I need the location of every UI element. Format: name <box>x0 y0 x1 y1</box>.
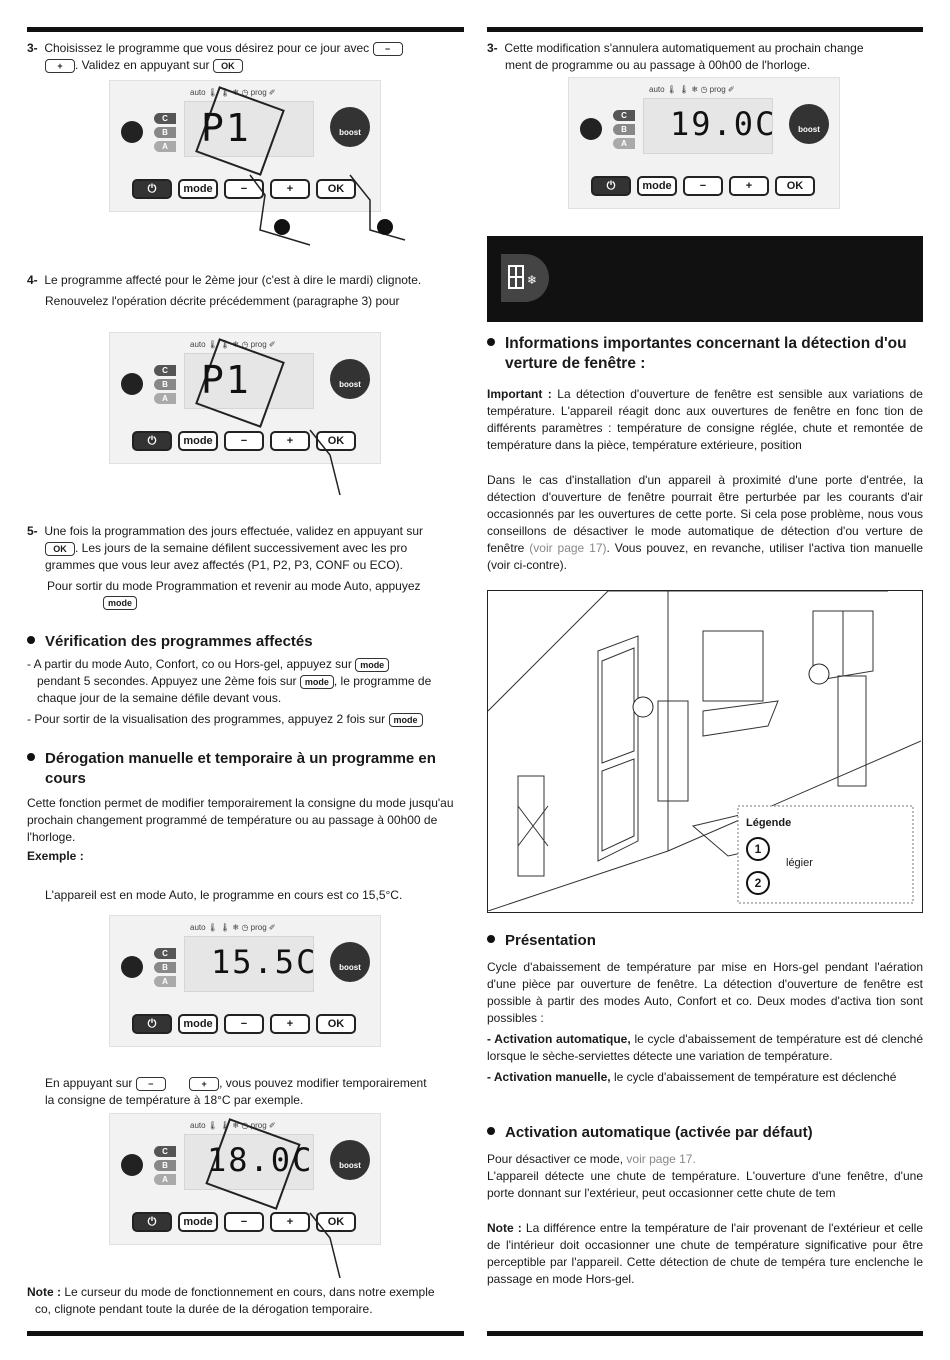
mode-key-icon: mode <box>103 596 137 610</box>
label-a: A <box>154 1174 176 1185</box>
verif-text-e: Pour sortir de la visualisation des programmes, appuyez 2 fois sur <box>34 712 386 726</box>
lcd-screen <box>643 98 777 154</box>
hand-pointer-icon <box>220 170 410 250</box>
bathroom-drawing <box>488 591 921 911</box>
ok-button[interactable]: OK <box>316 1212 356 1232</box>
bottom-rule-left <box>27 1331 464 1336</box>
mode-key-icon: mode <box>355 658 389 672</box>
ok-key-icon: OK <box>213 59 243 73</box>
verif-text-d: chaque jour de la semaine défile devant vous. <box>37 691 282 705</box>
step-text: Cette modification s'annulera automatiquement au prochain change <box>504 41 864 55</box>
note-label: Note : <box>27 1285 61 1299</box>
step-text-2: ment de programme ou au passage à 00h00 de l'horloge. <box>505 58 811 72</box>
step-3-left <box>27 40 464 74</box>
mode-icons-row: auto 🌡 🌡 ❄ ◷ prog ✐ <box>649 85 735 94</box>
presentation-section <box>487 931 923 1086</box>
bullet-icon <box>27 636 35 644</box>
lcd-value: 15.5C <box>211 943 318 981</box>
lcd-screen <box>184 353 314 409</box>
plus-button[interactable]: + <box>270 1212 310 1232</box>
legend-2-icon: 2 <box>746 871 770 895</box>
bullet-icon <box>487 935 495 943</box>
page-link[interactable]: voir page 17. <box>626 1152 696 1166</box>
mode-button[interactable]: mode <box>178 431 218 451</box>
ok-button[interactable]: OK <box>775 176 815 196</box>
selector-dot <box>580 118 602 140</box>
selector-dot <box>121 1154 143 1176</box>
power-icon[interactable]: ⏻ <box>132 431 172 451</box>
auto-label: - Activation automatique, <box>487 1032 631 1046</box>
mode-key-icon: mode <box>389 713 423 727</box>
window-snow-icon <box>501 254 549 302</box>
step-number: 5- <box>27 524 38 538</box>
note-text-1: Le curseur du mode de fonctionnement en cours, dans notre exemple <box>64 1285 435 1299</box>
lcd-value: 18.0C <box>207 1141 314 1179</box>
plus-button[interactable]: + <box>270 1014 310 1034</box>
label-b: B <box>613 124 635 135</box>
legend-1-text: légier <box>786 857 813 869</box>
step-text: Une fois la programmation des jours effectuée, validez en appuyant sur <box>44 524 424 538</box>
lcd-value: P1 <box>201 358 251 402</box>
section-title: Dérogation manuelle et temporaire à un programme en <box>45 750 436 767</box>
ok-key-icon: OK <box>45 542 75 556</box>
svg-text:❄: ❄ <box>527 273 538 287</box>
mode-button[interactable]: mode <box>637 176 677 196</box>
ok-button[interactable]: OK <box>316 179 356 199</box>
label-a: A <box>154 141 176 152</box>
lcd-screen <box>184 1134 314 1190</box>
bullet-icon <box>487 338 495 346</box>
mode-icons-row: auto 🌡 🌡 ❄ ◷ prog ✐ <box>190 340 276 349</box>
label-c: C <box>154 113 176 124</box>
label-a: A <box>154 393 176 404</box>
note-label: Note : <box>487 1221 522 1235</box>
step-text-2: . Les jours de la semaine défilent successivement avec les pro <box>75 541 408 555</box>
label-a: A <box>613 138 635 149</box>
auto-text: le cycle d'abaissement de température est dé clenché lorsque le sèche-serviettes détecte une variation de température. <box>487 1032 923 1063</box>
label-c: C <box>154 1146 176 1157</box>
lcd-value: 19.0C <box>670 105 777 143</box>
ok-button[interactable]: OK <box>316 1014 356 1034</box>
section-title-2: verture de fenêtre : <box>505 355 646 372</box>
press-text-c: la consigne de température à 18°C par exemple. <box>45 1093 304 1107</box>
selector-dot <box>121 121 143 143</box>
power-icon[interactable]: ⏻ <box>591 176 631 196</box>
thermostat-panel-3 <box>109 915 381 1047</box>
power-icon[interactable]: ⏻ <box>132 179 172 199</box>
page-link[interactable]: (voir page 17) <box>529 541 607 555</box>
activation-paragraph: L'appareil détecte une chute de température. L'ouverture d'une fenêtre, d'une porte donnant sur l'extérieur, peut occasionner cette chute de tem <box>487 1169 923 1200</box>
minus-key-icon: − <box>136 1077 166 1091</box>
label-c: C <box>154 365 176 376</box>
activation-section <box>487 1123 923 1288</box>
plus-key-icon: + <box>45 59 75 73</box>
mode-icons-row: auto 🌡 🌡 ❄ ◷ prog ✐ <box>190 1121 276 1130</box>
minus-button[interactable]: − <box>683 176 723 196</box>
thermostat-panel-5 <box>568 77 840 209</box>
minus-button[interactable]: − <box>224 1212 264 1232</box>
verif-text-a: A partir du mode Auto, Confort, co ou Hors-gel, appuyez sur <box>33 657 352 671</box>
note-text-2: co, clignote pendant toute la durée de la dérogation temporaire. <box>35 1302 373 1316</box>
plus-button[interactable]: + <box>270 179 310 199</box>
step-text-b: . Validez en appuyant sur <box>75 58 210 72</box>
section-title: Informations importantes concernant la détection d'ou <box>505 335 907 352</box>
note-left <box>27 1284 464 1318</box>
mode-button[interactable]: mode <box>178 1212 218 1232</box>
hand-pointer-icon <box>290 1208 370 1280</box>
boost-button[interactable]: boost <box>330 942 370 982</box>
mode-button[interactable]: mode <box>178 1014 218 1034</box>
step-4-left <box>27 272 464 310</box>
verification-section: Vérification des programmes affectés - A partir du mode Auto, Confort, co ou Hors-gel, appuyez sur mode pendant 5 secondes. Appuyez une 2ème fois sur mode , le programme de chaque jour de la semaine défile devant vous. - Pour sortir de la visualisation des programmes, appuyez 2 fois sur mode <box>27 632 464 728</box>
top-rule-right <box>487 27 923 32</box>
lcd-value: P1 <box>201 106 251 150</box>
label-c: C <box>613 110 635 121</box>
window-detection-banner <box>487 236 923 322</box>
step-number: 3- <box>487 41 498 55</box>
info-paragraph-end: . Vous pouvez, en revanche, utiliser l'activa tion manuelle (voir ci-contre). <box>487 541 923 572</box>
minus-button[interactable]: − <box>224 431 264 451</box>
derogation-section <box>27 749 464 904</box>
mode-key-icon: mode <box>300 675 334 689</box>
mode-button[interactable]: mode <box>178 179 218 199</box>
step-text-4: Pour sortir du mode Programmation et revenir au mode Auto, appuyez <box>47 579 421 593</box>
boost-button[interactable]: boost <box>330 1140 370 1180</box>
bullet-icon <box>27 753 35 761</box>
minus-button[interactable]: − <box>224 179 264 199</box>
bathroom-illustration <box>487 590 923 913</box>
label-b: B <box>154 1160 176 1171</box>
lcd-screen <box>184 101 314 157</box>
derog-paragraph: Cette fonction permet de modifier temporairement la consigne du mode jusqu'au prochain changement programmé de température ou au passage à 00h00 de l'horloge. <box>27 796 454 844</box>
example-text: L'appareil est en mode Auto, le programme en cours est co 15,5°C. <box>45 888 403 902</box>
hand-pointer-icon <box>290 425 370 500</box>
activation-text: Pour désactiver ce mode, <box>487 1152 624 1166</box>
lcd-screen <box>184 936 318 992</box>
selector-dot <box>121 373 143 395</box>
plus-button[interactable]: + <box>729 176 769 196</box>
boost-button[interactable]: boost <box>330 359 370 399</box>
boost-button[interactable]: boost <box>330 107 370 147</box>
step-5-left <box>27 523 464 610</box>
label-b: B <box>154 379 176 390</box>
label-a: A <box>154 976 176 987</box>
plus-key-icon: + <box>189 1077 219 1091</box>
legend-title: Légende <box>746 817 792 829</box>
step-3-right <box>487 40 923 74</box>
label-c: C <box>154 948 176 959</box>
press-text-a: En appuyant sur <box>45 1076 133 1090</box>
legend-1-icon: 1 <box>746 837 770 861</box>
power-icon[interactable]: ⏻ <box>132 1014 172 1034</box>
plus-button[interactable]: + <box>270 431 310 451</box>
label-b: B <box>154 962 176 973</box>
step-text-2: Renouvelez l'opération décrite précédemment (paragraphe 3) pour <box>45 294 400 308</box>
mode-icons-row: auto 🌡 🌡 ❄ ◷ prog ✐ <box>190 88 276 97</box>
important-text: La détection d'ouverture de fenêtre est sensible aux variations de température. L'appareil réagit donc aux ouvertures de fenêtre en fonc tion de différents paramètres : température de consigne réglée, chute et remontée de température dans la pièce, température extérieure, position <box>487 387 923 452</box>
verif-text-c: , le programme de <box>333 674 432 688</box>
section-title: Vérification des programmes affectés <box>45 633 313 650</box>
section-title: Activation automatique (activée par défaut) <box>505 1124 813 1141</box>
boost-button[interactable]: boost <box>789 104 829 144</box>
step-number: 3- <box>27 41 38 55</box>
selector-dot <box>121 956 143 978</box>
minus-key-icon: − <box>373 42 403 56</box>
step-text-3: grammes que vous leur avez affectés (P1, P2, P3, CONF ou ECO). <box>45 558 403 572</box>
section-title: Présentation <box>505 932 596 949</box>
note-text: La différence entre la température de l'air provenant de l'extérieur et celle de l'intérieur doit occasionner une chute de température significative pour être perceptible par l'appareil. Cette détection de chute de tempéra ture enclenche le passage en mode Hors-gel. <box>487 1221 923 1286</box>
minus-button[interactable]: − <box>224 1014 264 1034</box>
example-label: Exemple : <box>27 849 84 863</box>
important-label: Important : <box>487 387 552 401</box>
step-text: Choisissez le programme que vous désirez pour ce jour avec <box>44 41 370 55</box>
verif-text-b: pendant 5 secondes. Appuyez une 2ème fois sur <box>37 674 297 688</box>
press-text <box>45 1075 464 1109</box>
label-b: B <box>154 127 176 138</box>
mode-icons-row: auto 🌡 🌡 ❄ ◷ prog ✐ <box>190 923 276 932</box>
press-text-b: , vous pouvez modifier temporairement <box>219 1076 427 1090</box>
info-section <box>487 334 923 574</box>
power-icon[interactable]: ⏻ <box>132 1212 172 1232</box>
section-title-2: cours <box>45 770 86 787</box>
bullet-icon <box>487 1127 495 1135</box>
ok-button[interactable]: OK <box>316 431 356 451</box>
presentation-paragraph: Cycle d'abaissement de température par mise en Hors-gel pendant l'aération d'une pièce par ouverture de fenêtre. La détection d'ouverture de fenêtre est possible à partir des modes Auto, Confort et co. Deux modes d'activa tion sont possibles : <box>487 960 923 1025</box>
manual-text: le cycle d'abaissement de température est déclenché <box>613 1070 897 1084</box>
step-text: Le programme affecté pour le 2ème jour (c'est à dire le mardi) clignote. <box>44 273 422 287</box>
manual-label: - Activation manuelle, <box>487 1070 611 1084</box>
info-paragraph: Dans le cas d'installation d'un appareil à proximité d'une porte d'entrée, la détection d'ouverture de fenêtre pourrait être perturbée par les courants d'air occasionnés par les ouvertures de cette porte. Si cela pose problème, nous vous conseillons de désactiver le mode automatique de détection d'ou verture de fenêtre <box>487 473 923 555</box>
bottom-rule-right <box>487 1331 923 1336</box>
step-number: 4- <box>27 273 38 287</box>
top-rule-left <box>27 27 464 32</box>
